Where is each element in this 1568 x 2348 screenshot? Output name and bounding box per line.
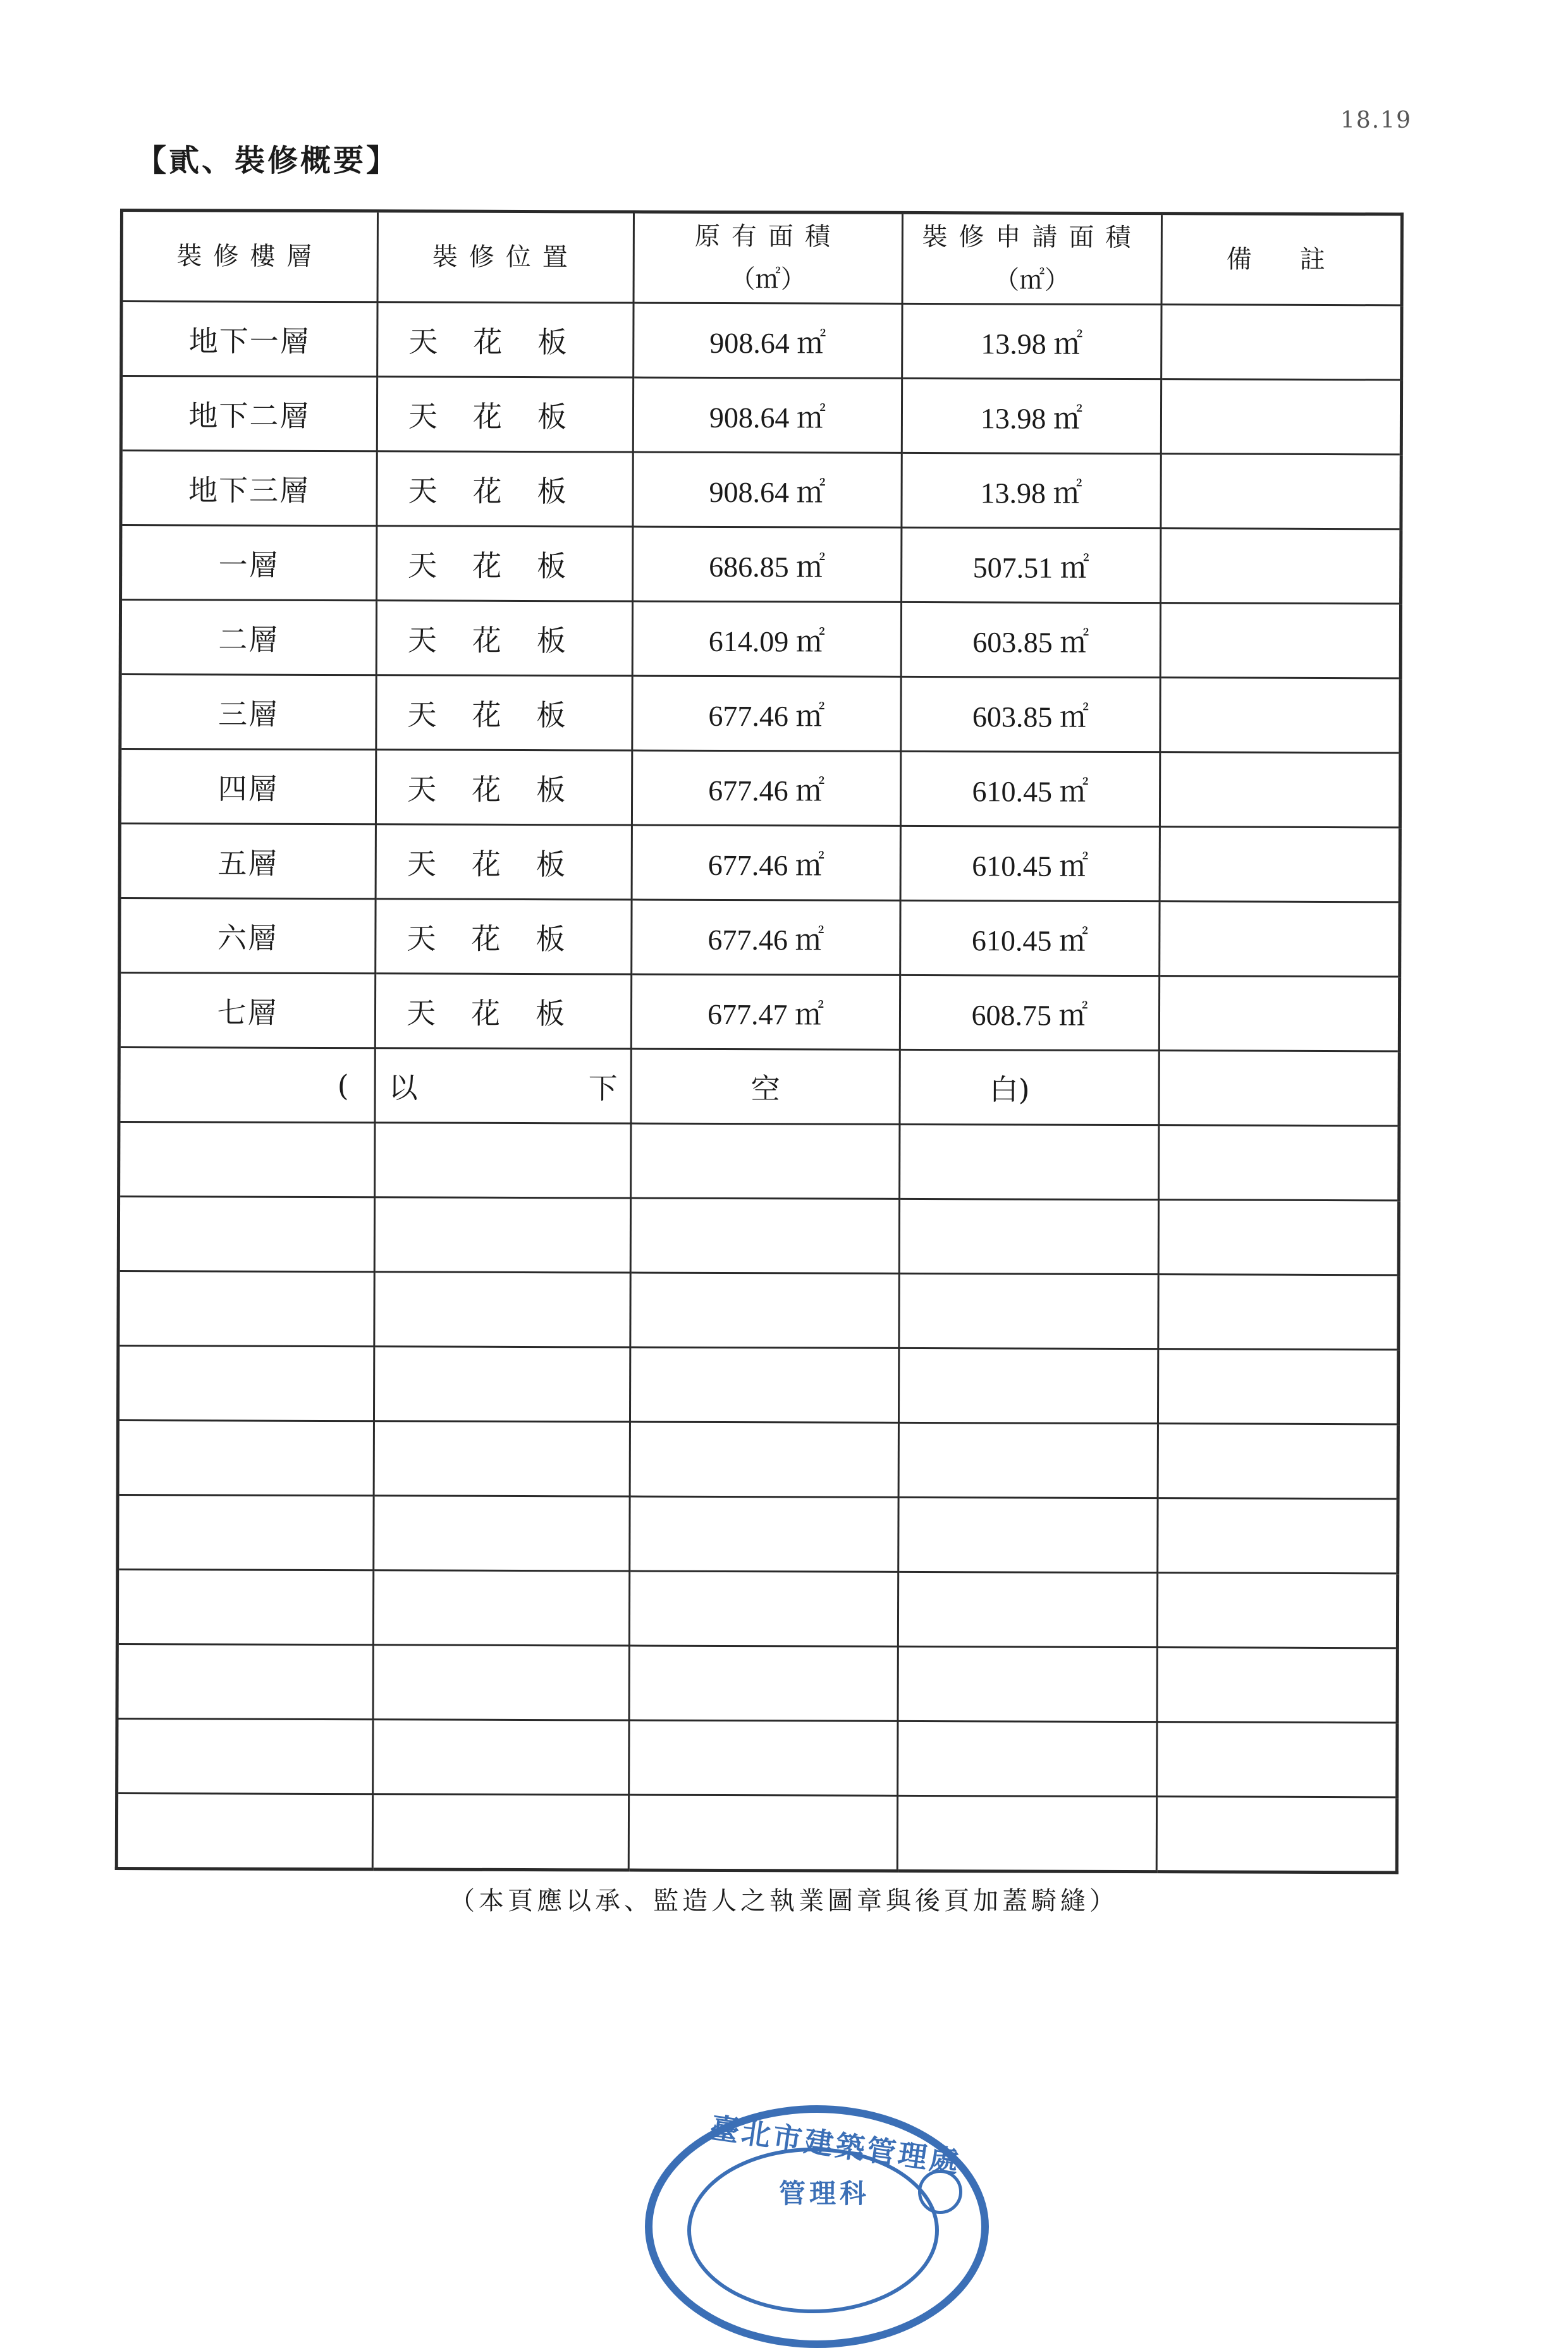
original-area-cell-unit: ㎡ <box>794 998 824 1031</box>
empty-cell <box>1158 1200 1399 1275</box>
official-seal <box>645 2105 989 2348</box>
header-applied-area <box>902 212 1161 304</box>
applied-area-cell <box>900 900 1160 975</box>
original-area-cell-unit: ㎡ <box>795 699 825 733</box>
empty-cell <box>899 1273 1158 1348</box>
empty-cell <box>118 1420 374 1495</box>
applied-area-cell-value: 610.45 <box>971 924 1059 957</box>
remarks-cell <box>1160 902 1400 977</box>
position-cell: 天花板 <box>376 750 632 825</box>
empty-cell <box>118 1345 374 1421</box>
remarks-cell <box>1160 678 1400 753</box>
empty-cell <box>630 1273 899 1348</box>
page-number: 18.19 <box>1340 107 1412 133</box>
applied-area-cell-unit: ㎡ <box>1060 551 1089 584</box>
applied-area-cell <box>901 602 1160 677</box>
table-row <box>119 898 1400 977</box>
blank-marker-word-1: 以 <box>388 1070 418 1104</box>
blank-marker-word-3: 空 <box>631 1049 900 1124</box>
table-body <box>116 302 1402 1873</box>
blank-marker-word-2: 下 <box>588 1070 618 1105</box>
remarks-cell <box>1159 976 1399 1051</box>
table-row <box>121 451 1401 529</box>
blank-marker-close: 白) <box>900 1049 1159 1125</box>
applied-area-cell-value: 603.85 <box>972 700 1060 733</box>
original-area-cell-value: 677.46 <box>708 699 796 732</box>
empty-cell <box>1158 1275 1399 1350</box>
original-area-cell-unit: ㎡ <box>796 550 826 584</box>
header-original-area-unit: （㎡） <box>730 265 806 295</box>
applied-area-cell-unit: ㎡ <box>1053 402 1083 435</box>
applied-area-cell-unit: ㎡ <box>1059 775 1089 808</box>
empty-cell <box>899 1199 1158 1274</box>
empty-cell <box>628 1795 897 1871</box>
original-area-cell-value: 677.46 <box>708 774 796 807</box>
empty-cell <box>1158 1424 1398 1499</box>
applied-area-cell <box>901 676 1160 752</box>
empty-cell <box>119 1122 375 1197</box>
applied-area-cell-unit: ㎡ <box>1059 700 1089 733</box>
empty-cell <box>1159 1125 1399 1201</box>
remarks-cell <box>1161 454 1401 529</box>
empty-row <box>117 1644 1397 1722</box>
empty-cell <box>118 1495 374 1570</box>
empty-cell <box>629 1646 898 1721</box>
empty-cell <box>118 1197 374 1272</box>
empty-cell <box>630 1347 898 1422</box>
applied-area-cell-unit: ㎡ <box>1053 477 1082 510</box>
applied-area-cell <box>900 751 1160 826</box>
original-area-cell-value: 677.46 <box>707 848 795 881</box>
table-row <box>119 824 1400 902</box>
empty-row <box>117 1569 1397 1648</box>
original-area-cell-value: 908.64 <box>709 401 797 434</box>
floor-cell: 六層 <box>119 898 376 974</box>
empty-row <box>118 1197 1399 1275</box>
original-area-cell <box>634 303 902 378</box>
original-area-cell-value: 908.64 <box>709 475 797 508</box>
floor-cell: 五層 <box>119 824 376 899</box>
applied-area-cell-value: 603.85 <box>972 625 1060 659</box>
empty-cell <box>898 1572 1157 1647</box>
empty-cell <box>1158 1498 1398 1574</box>
empty-cell <box>631 1123 900 1199</box>
empty-row <box>118 1271 1399 1349</box>
applied-area-cell-unit: ㎡ <box>1060 626 1089 659</box>
empty-cell <box>118 1271 374 1346</box>
empty-cell <box>898 1497 1158 1572</box>
original-area-cell <box>632 900 900 975</box>
applied-area-cell-value: 610.45 <box>972 774 1060 808</box>
applied-area-cell-unit: ㎡ <box>1053 327 1083 360</box>
original-area-cell <box>632 825 900 900</box>
empty-row <box>119 1122 1399 1201</box>
blank-marker-open: ( <box>119 1048 375 1123</box>
original-area-cell-unit: ㎡ <box>795 774 825 807</box>
empty-cell <box>629 1571 898 1646</box>
empty-cell <box>374 1197 630 1273</box>
empty-cell <box>117 1569 373 1644</box>
empty-cell <box>630 1422 898 1497</box>
header-original-area <box>634 212 902 303</box>
applied-area-cell <box>902 303 1161 379</box>
original-area-cell <box>632 601 901 676</box>
blank-marker-middle <box>375 1048 631 1123</box>
remarks-cell <box>1161 305 1402 380</box>
remarks-cell <box>1160 752 1400 828</box>
empty-row <box>117 1718 1397 1797</box>
original-area-cell-unit: ㎡ <box>797 326 826 360</box>
empty-cell <box>117 1644 373 1719</box>
empty-cell <box>1157 1648 1397 1723</box>
original-area-cell <box>633 527 902 602</box>
empty-cell <box>372 1794 628 1870</box>
empty-cell <box>116 1793 372 1869</box>
empty-cell <box>1158 1349 1398 1424</box>
floor-cell: 三層 <box>120 675 376 750</box>
empty-cell <box>375 1123 631 1198</box>
empty-cell <box>373 1570 629 1646</box>
position-cell: 天花板 <box>376 824 632 900</box>
applied-area-cell-value: 13.98 <box>980 401 1054 435</box>
position-cell: 天花板 <box>375 974 631 1049</box>
remarks-cell <box>1161 379 1401 455</box>
original-area-cell-unit: ㎡ <box>795 848 824 882</box>
empty-cell <box>630 1198 899 1273</box>
header-remarks: 備 註 <box>1161 214 1402 305</box>
table-row <box>119 749 1400 828</box>
position-cell: 天花板 <box>377 302 634 377</box>
renovation-summary-table <box>115 209 1404 1874</box>
applied-area-cell-value: 13.98 <box>980 476 1053 510</box>
floor-cell: 地下二層 <box>121 376 377 451</box>
remarks-cell <box>1160 827 1400 902</box>
floor-cell: 地下三層 <box>121 451 377 526</box>
applied-area-cell <box>902 527 1161 602</box>
remarks-cell <box>1161 529 1401 604</box>
applied-area-cell-value: 507.51 <box>972 551 1060 584</box>
empty-cell <box>900 1124 1159 1199</box>
floor-cell: 七層 <box>119 973 375 1048</box>
position-cell: 天花板 <box>377 451 633 527</box>
empty-cell <box>117 1718 373 1794</box>
empty-cell <box>897 1795 1156 1871</box>
floor-cell: 四層 <box>119 749 376 824</box>
empty-cell <box>374 1496 630 1571</box>
table-row <box>121 376 1401 455</box>
table-header-row <box>121 211 1402 305</box>
position-cell: 天花板 <box>376 601 632 676</box>
applied-area-cell <box>902 378 1161 453</box>
applied-area-cell <box>900 975 1159 1050</box>
original-area-cell <box>632 750 900 826</box>
applied-area-cell-value: 13.98 <box>981 327 1054 360</box>
empty-cell <box>374 1272 630 1347</box>
position-cell: 天花板 <box>377 377 633 452</box>
applied-area-cell-unit: ㎡ <box>1059 850 1089 883</box>
table-row <box>120 600 1400 678</box>
original-area-cell <box>632 676 901 751</box>
applied-area-cell-value: 610.45 <box>972 849 1060 883</box>
header-applied-area-unit: （㎡） <box>994 266 1070 295</box>
position-cell: 天花板 <box>376 899 632 974</box>
empty-cell <box>898 1646 1157 1721</box>
empty-cell <box>373 1645 629 1720</box>
header-applied-area-label: 裝修申請面積 <box>922 222 1142 253</box>
empty-cell <box>373 1720 629 1795</box>
empty-cell <box>374 1421 630 1496</box>
floor-cell: 二層 <box>120 600 376 675</box>
blank-marker-row <box>119 1048 1399 1126</box>
original-area-cell-value: 614.09 <box>708 625 796 657</box>
position-cell: 天花板 <box>377 526 633 601</box>
empty-cell <box>374 1347 630 1422</box>
table-row <box>121 525 1401 604</box>
empty-cell <box>898 1422 1158 1498</box>
header-position: 裝修位置 <box>377 211 634 303</box>
seal-text: 臺北市建築管理處 <box>707 2110 964 2180</box>
section-title: 【貳、裝修概要】 <box>136 143 400 178</box>
empty-cell <box>898 1348 1158 1423</box>
original-area-cell-unit: ㎡ <box>795 923 824 957</box>
original-area-cell <box>633 377 902 453</box>
original-area-cell-unit: ㎡ <box>795 625 825 658</box>
empty-cell <box>1157 1722 1397 1797</box>
floor-cell: 一層 <box>121 525 377 601</box>
empty-cell <box>898 1721 1157 1796</box>
applied-area-cell-unit: ㎡ <box>1058 924 1088 957</box>
empty-cell <box>1156 1797 1397 1873</box>
applied-area-cell <box>900 826 1160 901</box>
empty-cell <box>630 1496 898 1572</box>
empty-cell <box>629 1720 898 1795</box>
original-area-cell-value: 908.64 <box>709 326 797 359</box>
table-row <box>120 675 1400 753</box>
empty-cell <box>1157 1573 1397 1648</box>
table-row <box>121 302 1402 380</box>
original-area-cell <box>633 452 902 527</box>
empty-row <box>118 1345 1398 1424</box>
table-row <box>119 973 1399 1051</box>
original-area-cell <box>631 974 900 1049</box>
original-area-cell-value: 686.85 <box>709 550 797 583</box>
empty-row <box>116 1793 1397 1872</box>
seal-emblem-icon <box>918 2170 962 2214</box>
header-original-area-label: 原有面積 <box>694 221 842 252</box>
applied-area-cell <box>902 453 1161 528</box>
original-area-cell-unit: ㎡ <box>796 401 826 434</box>
applied-area-cell-unit: ㎡ <box>1058 999 1088 1032</box>
remarks-cell <box>1160 603 1400 678</box>
original-area-cell-unit: ㎡ <box>796 475 826 509</box>
floor-cell: 地下一層 <box>121 302 377 377</box>
remarks-cell <box>1159 1051 1399 1126</box>
original-area-cell-value: 677.46 <box>707 923 795 956</box>
empty-row <box>118 1420 1398 1498</box>
seal-sub-text: 管理科 <box>779 2178 871 2209</box>
empty-row <box>118 1495 1398 1573</box>
applied-area-cell-value: 608.75 <box>971 998 1059 1032</box>
header-floor: 裝修樓層 <box>121 211 377 302</box>
footnote: （本頁應以承、監造人之執業圖章與後頁加蓋騎縫） <box>450 1886 1118 1916</box>
position-cell: 天花板 <box>376 675 632 750</box>
original-area-cell-value: 677.47 <box>707 998 795 1030</box>
